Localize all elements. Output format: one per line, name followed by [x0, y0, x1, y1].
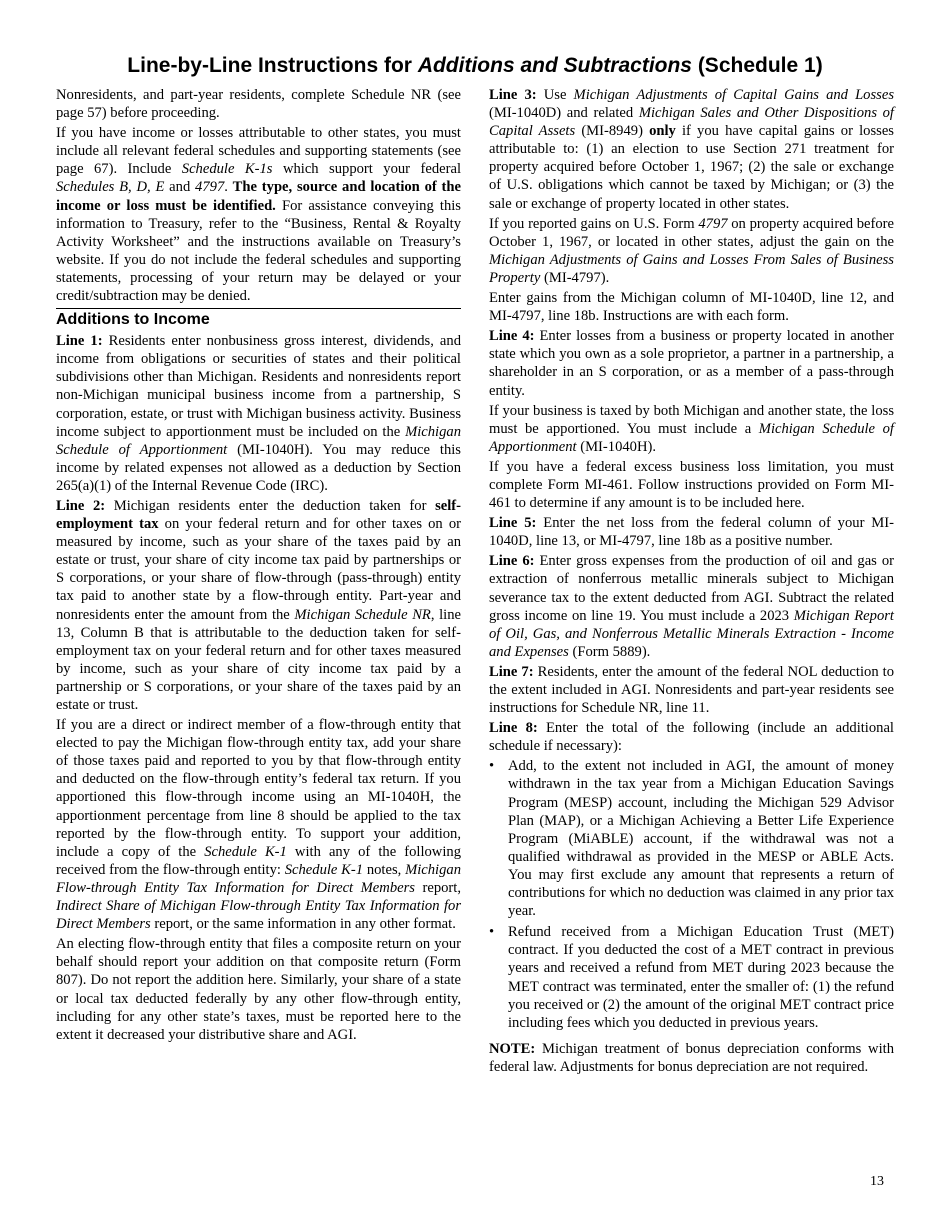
line-label: Line 2:: [56, 497, 106, 514]
line-label: Line 7:: [489, 663, 534, 680]
line-label: Line 6:: [489, 553, 535, 570]
line-3-paragraph-2: If you reported gains on U.S. Form 4797 on property acquired before October 1, 1967, or located in other states, adjust the gain on the Michigan Adjustments of Gains and Losses From Sales of Business Property (MI-4797).: [489, 215, 894, 286]
title-suffix: (Schedule 1): [691, 54, 823, 77]
line-label: Line 8:: [489, 720, 538, 737]
intro-paragraph-2: If you have income or losses attributable to other states, you must include all relevant federal schedules and supporting statements (see page 67). Include Schedule K-1s which support your federal Schedules B, D, E and 4797. The type, source and location of the income or loss must be identified. For assistance conveying this information to Treasury, refer to the “Business, Rental & Royalty Activity Worksheet” and the instructions available on Treasury’s website. If you do not include the federal schedules and supporting statements, processing of your return may be delayed or your credit/subtraction may be denied.: [56, 125, 461, 305]
line-1-paragraph: Line 1: Residents enter nonbusiness gross interest, dividends, and income from obligations or securities of states and their political subdivisions other than Michigan. Residents and nonresidents report non-Michigan municipal business income from a partnership, S corporation, estate, or trust with Michigan business activity. Business income subject to apportionment must be included on the Michigan Schedule of Apportionment (MI-1040H). You may reduce this income by related expenses not allowed as a deduction by Section 265(a)(1) of the Internal Revenue Code (IRC).: [56, 333, 461, 494]
line-6-paragraph: Line 6: Enter gross expenses from the production of oil and gas or extraction of nonferrous metallic minerals subject to Michigan severance tax to the extent deducted from AGI. Subtract the related gross income on line 19. You must include a 2023 Michigan Report of Oil, Gas, and Nonferrous Metallic Minerals Extraction - Income and Expenses (Form 5889).: [489, 553, 894, 660]
line-2-paragraph-2: If you are a direct or indirect member of a flow-through entity that elected to pay the Michigan flow-through entity tax, add your share of those taxes paid and reported to you by that flow-through entity and deducted on the flow-through entity’s federal tax return. If you apportioned this flow-through income using an MI-1040H, the apportionment percentage from line 8 should be applied to the tax reported by the flow-through entity. To support your addition, include a copy of the Schedule K-1 with any of the following received from the flow-through entity: Schedule K-1 notes, Michigan Flow-through Entity Tax Information for Direct Members report, Indirect Share of Michigan Flow-through Entity Tax Information for Direct Members report, or the same information in any other format.: [56, 717, 461, 933]
bullet-icon: •: [489, 924, 495, 941]
line-3-paragraph-3: Enter gains from the Michigan column of MI-1040D, line 12, and MI-4797, line 18b. Instructions are with each form.: [489, 290, 894, 325]
page-number: 13: [870, 1174, 884, 1189]
line-5-paragraph: Line 5: Enter the net loss from the federal column of your MI-1040D, line 13, or MI-4797, line 18b as a positive number.: [489, 515, 894, 550]
bullet-icon: •: [489, 758, 495, 775]
line-label: Line 4:: [489, 328, 535, 345]
line-4-paragraph-2: If your business is taxed by both Michigan and another state, the loss must be apportioned. You must include a Michigan Schedule of Apportionment (MI-1040H).: [489, 402, 894, 455]
list-item: • Refund received from a Michigan Education Trust (MET) contract. If you deducted the cost of a MET contract in previous years and received a refund from MET during 2023 because the MET contract was terminated, enter the smaller of: (1) the refund you received or (2) the amount of the original MET contract price including fees which you deducted in previous years.: [489, 924, 894, 1031]
list-item: • Add, to the extent not included in AGI, the amount of money withdrawn in the tax year from a Michigan Education Savings Program (MESP) account, including the Michigan 529 Advisor Plan (MAP), or a Michigan Achieving a Better Life Experience Program (MiABLE) account, if the withdrawal was not a qualified withdrawal as provided in the MESP or ABLE Acts. You may first exclude any amount that represents a return of contributions for which no deduction was claimed in any prior tax year.: [489, 758, 894, 920]
note-paragraph: NOTE: Michigan treatment of bonus depreciation conforms with federal law. Adjustments for bonus depreciation are not required.: [489, 1040, 894, 1075]
right-column: [489, 86, 894, 1078]
line-4-paragraph-3: If you have a federal excess business loss limitation, you must complete Form MI-461. Follow instructions provided on Form MI-461 to determine if any amount is to be included here.: [489, 458, 894, 512]
line-2-paragraph-3: An electing flow-through entity that files a composite return on your behalf should report your addition on that composite return (Form 807). Do not report the addition here. Similarly, your share of a state or local tax deducted federally by any other flow-through entity, including for any other state’s taxes, must be reported here to the extent it decreased your distributive share and AGI.: [56, 936, 461, 1043]
section-heading-additions: Additions to Income: [56, 308, 461, 329]
title-prefix: Line-by-Line Instructions for: [127, 54, 418, 77]
line-8-paragraph: Line 8: Enter the total of the following (include an additional schedule if necessary):: [489, 720, 894, 755]
line-label: Line 5:: [489, 515, 537, 532]
line-label: Line 1:: [56, 333, 103, 350]
left-column: [56, 86, 461, 1046]
line-8-bullet-list: [489, 757, 894, 1031]
title-italic: Additions and Subtractions: [417, 54, 692, 77]
page-title: [0, 53, 950, 79]
intro-paragraph-1: Nonresidents, and part-year residents, complete Schedule NR (see page 57) before proceeding.: [56, 87, 461, 122]
line-3-paragraph: Line 3: Use Michigan Adjustments of Capital Gains and Losses (MI-1040D) and related Michigan Sales and Other Dispositions of Capital Assets (MI-8949) only if you have capital gains or losses attributable to: (1) an election to use Section 271 treatment for property acquired before October 1, 1967; (2) the sale or exchange of U.S. obligations which cannot be taxed by Michigan; or (3) the sale or exchange of property located in other states.: [489, 87, 894, 212]
line-2-paragraph: Line 2: Michigan residents enter the deduction taken for self-employment tax on your federal return and for other taxes on or measured by income, such as your share of the taxes paid by an estate or trust, your share of city income tax paid by partnerships or S corporations, or your share of flow-through (pass-through) entity tax paid to another state by a flow-through entity. Part-year and nonresidents enter the amount from the Michigan Schedule NR, line 13, Column B that is attributable to the deduction taken for self-employment tax on your federal return and for other taxes measured by income, such as your share of city income tax paid by a partnership or S corporations, or your share of the taxes paid by an estate or trust.: [56, 497, 461, 713]
note-label: NOTE:: [489, 1040, 536, 1057]
line-4-paragraph: Line 4: Enter losses from a business or property located in another state which you own as a sole proprietor, a partner in a partnership, a shareholder in an S corporation, or as a member of a pass-through entity.: [489, 328, 895, 399]
line-label: Line 3:: [489, 87, 537, 103]
line-7-paragraph: Line 7: Residents, enter the amount of the federal NOL deduction to the extent included in AGI. Nonresidents and part-year residents see instructions for Schedule NR, line 11.: [489, 663, 895, 717]
